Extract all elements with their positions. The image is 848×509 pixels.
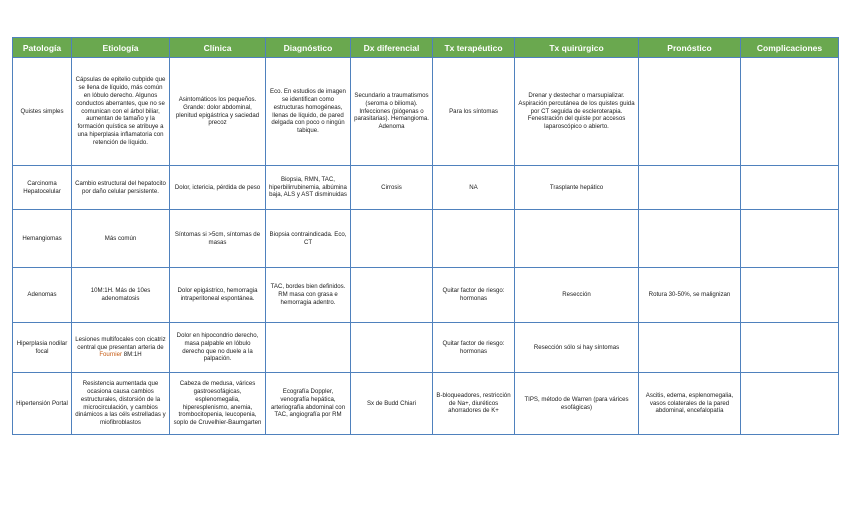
cell-pronostico: Ascitis, edema, esplenomegalia, vasos colaterales de la pared abdominal, encefalopatía bbox=[639, 373, 741, 435]
cell-patologia: Carcinoma Hepatocelular bbox=[13, 166, 72, 210]
cell-diagnostico: Biopsia contraindicada. Eco, CT bbox=[266, 210, 351, 268]
cell-tx-quirurgico bbox=[515, 210, 639, 268]
header-dx-diferencial: Dx diferencial bbox=[351, 38, 433, 58]
header-complicaciones: Complicaciones bbox=[741, 38, 839, 58]
cell-diagnostico bbox=[266, 323, 351, 373]
cell-tx-terapeutico: Para los síntomas bbox=[433, 58, 515, 166]
cell-diagnostico: TAC, bordes bien definidos. RM masa con grasa e hemorragia adentro. bbox=[266, 268, 351, 323]
header-clinica: Clínica bbox=[170, 38, 266, 58]
cell-pronostico: Rotura 30-50%, se malignizan bbox=[639, 268, 741, 323]
etiologia-text: Lesiones multifocales con cicatriz central que presentan arteria de bbox=[75, 335, 166, 351]
cell-patologia: Quistes simples bbox=[13, 58, 72, 166]
header-diagnostico: Diagnóstico bbox=[266, 38, 351, 58]
cell-tx-terapeutico: NA bbox=[433, 166, 515, 210]
cell-tx-terapeutico: B-bloqueadores, restricción de Na+, diuréticos ahorradores de K+ bbox=[433, 373, 515, 435]
cell-clinica: Dolor, ictericia, pérdida de peso bbox=[170, 166, 266, 210]
cell-dx-diferencial bbox=[351, 323, 433, 373]
cell-diagnostico: Biopsia, RMN, TAC, hiperbilirrubinemia, albúmina baja, ALS y AST disminuidas bbox=[266, 166, 351, 210]
table-row bbox=[13, 373, 839, 435]
table-row bbox=[13, 210, 839, 268]
header-pronostico: Pronóstico bbox=[639, 38, 741, 58]
header-row bbox=[13, 38, 839, 58]
table-row bbox=[13, 58, 839, 166]
fournier-highlight: Fournier bbox=[99, 351, 123, 359]
cell-complicaciones bbox=[741, 268, 839, 323]
header-patologia: Patología bbox=[13, 38, 72, 58]
cell-pronostico bbox=[639, 210, 741, 268]
etiologia-text-tail: 8M:1H bbox=[122, 351, 142, 359]
cell-etiologia bbox=[72, 323, 170, 373]
cell-clinica: Dolor epigástrico, hemorragia intraperitoneal espontánea. bbox=[170, 268, 266, 323]
cell-complicaciones bbox=[741, 210, 839, 268]
cell-tx-quirurgico: TIPS, método de Warren (para várices esofágicas) bbox=[515, 373, 639, 435]
header-etiologia: Etiología bbox=[72, 38, 170, 58]
cell-patologia: Hemangiomas bbox=[13, 210, 72, 268]
cell-dx-diferencial bbox=[351, 210, 433, 268]
cell-etiologia: Resistencia aumentada que ocasiona causa cambios estructurales, distorsión de la microcirculación, y cambios dinámicos a las céls estrelladas y miofibroblastos bbox=[72, 373, 170, 435]
cell-pronostico bbox=[639, 323, 741, 373]
cell-etiologia: Cambio estructural del hepatocito por daño celular persistente. bbox=[72, 166, 170, 210]
cell-dx-diferencial: Cirrosis bbox=[351, 166, 433, 210]
cell-tx-quirurgico: Resección bbox=[515, 268, 639, 323]
cell-tx-quirurgico: Trasplante hepático bbox=[515, 166, 639, 210]
pathology-table bbox=[12, 37, 839, 435]
cell-complicaciones bbox=[741, 323, 839, 373]
cell-clinica: Cabeza de medusa, várices gastroesofágicas, esplenomegalia, hiperesplenismo, anemia, trombocitopenia, leucopenia, soplo de Cruvelhier-Baumgarten bbox=[170, 373, 266, 435]
cell-etiologia: Más común bbox=[72, 210, 170, 268]
cell-clinica: Dolor en hipocondrio derecho, masa palpable en lóbulo derecho que no duele a la palpación. bbox=[170, 323, 266, 373]
cell-tx-terapeutico bbox=[433, 210, 515, 268]
cell-etiologia: Cápsulas de epitelio cubpide que se llena de líquido, más común en lóbulo derecho. Algunos conductos aberrantes, que no se comunican con el árbol biliar, aumentan de tamaño y la formación quística se atribuye a una hiperplasia inflamatoria con retención de líquido. bbox=[72, 58, 170, 166]
cell-clinica: Asintomáticos los pequeños. Grande: dolor abdominal, plenitud epigástrica y saciedad precoz bbox=[170, 58, 266, 166]
cell-dx-diferencial: Sx de Budd Chiari bbox=[351, 373, 433, 435]
table-row bbox=[13, 323, 839, 373]
header-tx-terapeutico: Tx terapéutico bbox=[433, 38, 515, 58]
cell-patologia: Adenomas bbox=[13, 268, 72, 323]
cell-patologia: Hipertensión Portal bbox=[13, 373, 72, 435]
table-row bbox=[13, 268, 839, 323]
cell-complicaciones bbox=[741, 373, 839, 435]
cell-dx-diferencial bbox=[351, 268, 433, 323]
cell-patologia: Hiperplasia nodilar focal bbox=[13, 323, 72, 373]
cell-tx-terapeutico: Quitar factor de riesgo: hormonas bbox=[433, 268, 515, 323]
header-tx-quirurgico: Tx quirúrgico bbox=[515, 38, 639, 58]
table-row bbox=[13, 166, 839, 210]
cell-etiologia: 10M:1H. Más de 10es adenomatosis bbox=[72, 268, 170, 323]
cell-tx-quirurgico: Drenar y destechar o marsupializar. Aspiración percutánea de los quistes guida por CT seguida de escleroterapia. Fenestración del quiste por accesos laparoscópico o abierto. bbox=[515, 58, 639, 166]
cell-dx-diferencial: Secundario a traumatismos (seroma o bilioma). Infecciones (piógenas o parasitarias). Hemangioma. Adenoma bbox=[351, 58, 433, 166]
cell-pronostico bbox=[639, 166, 741, 210]
cell-tx-terapeutico: Quitar factor de riesgo: hormonas bbox=[433, 323, 515, 373]
cell-complicaciones bbox=[741, 166, 839, 210]
cell-pronostico bbox=[639, 58, 741, 166]
cell-diagnostico: Ecografía Doppler, venografía hepática, arteriografía abdominal con TAC, angiografía por RM bbox=[266, 373, 351, 435]
cell-tx-quirurgico: Resección sólo si hay síntomas bbox=[515, 323, 639, 373]
cell-clinica: Síntomas si >5cm, síntomas de masas bbox=[170, 210, 266, 268]
cell-complicaciones bbox=[741, 58, 839, 166]
cell-diagnostico: Eco. En estudios de imagen se identifican como estructuras homogéneas, llenas de líquido, de pared delgada con poco o ningún tabique. bbox=[266, 58, 351, 166]
